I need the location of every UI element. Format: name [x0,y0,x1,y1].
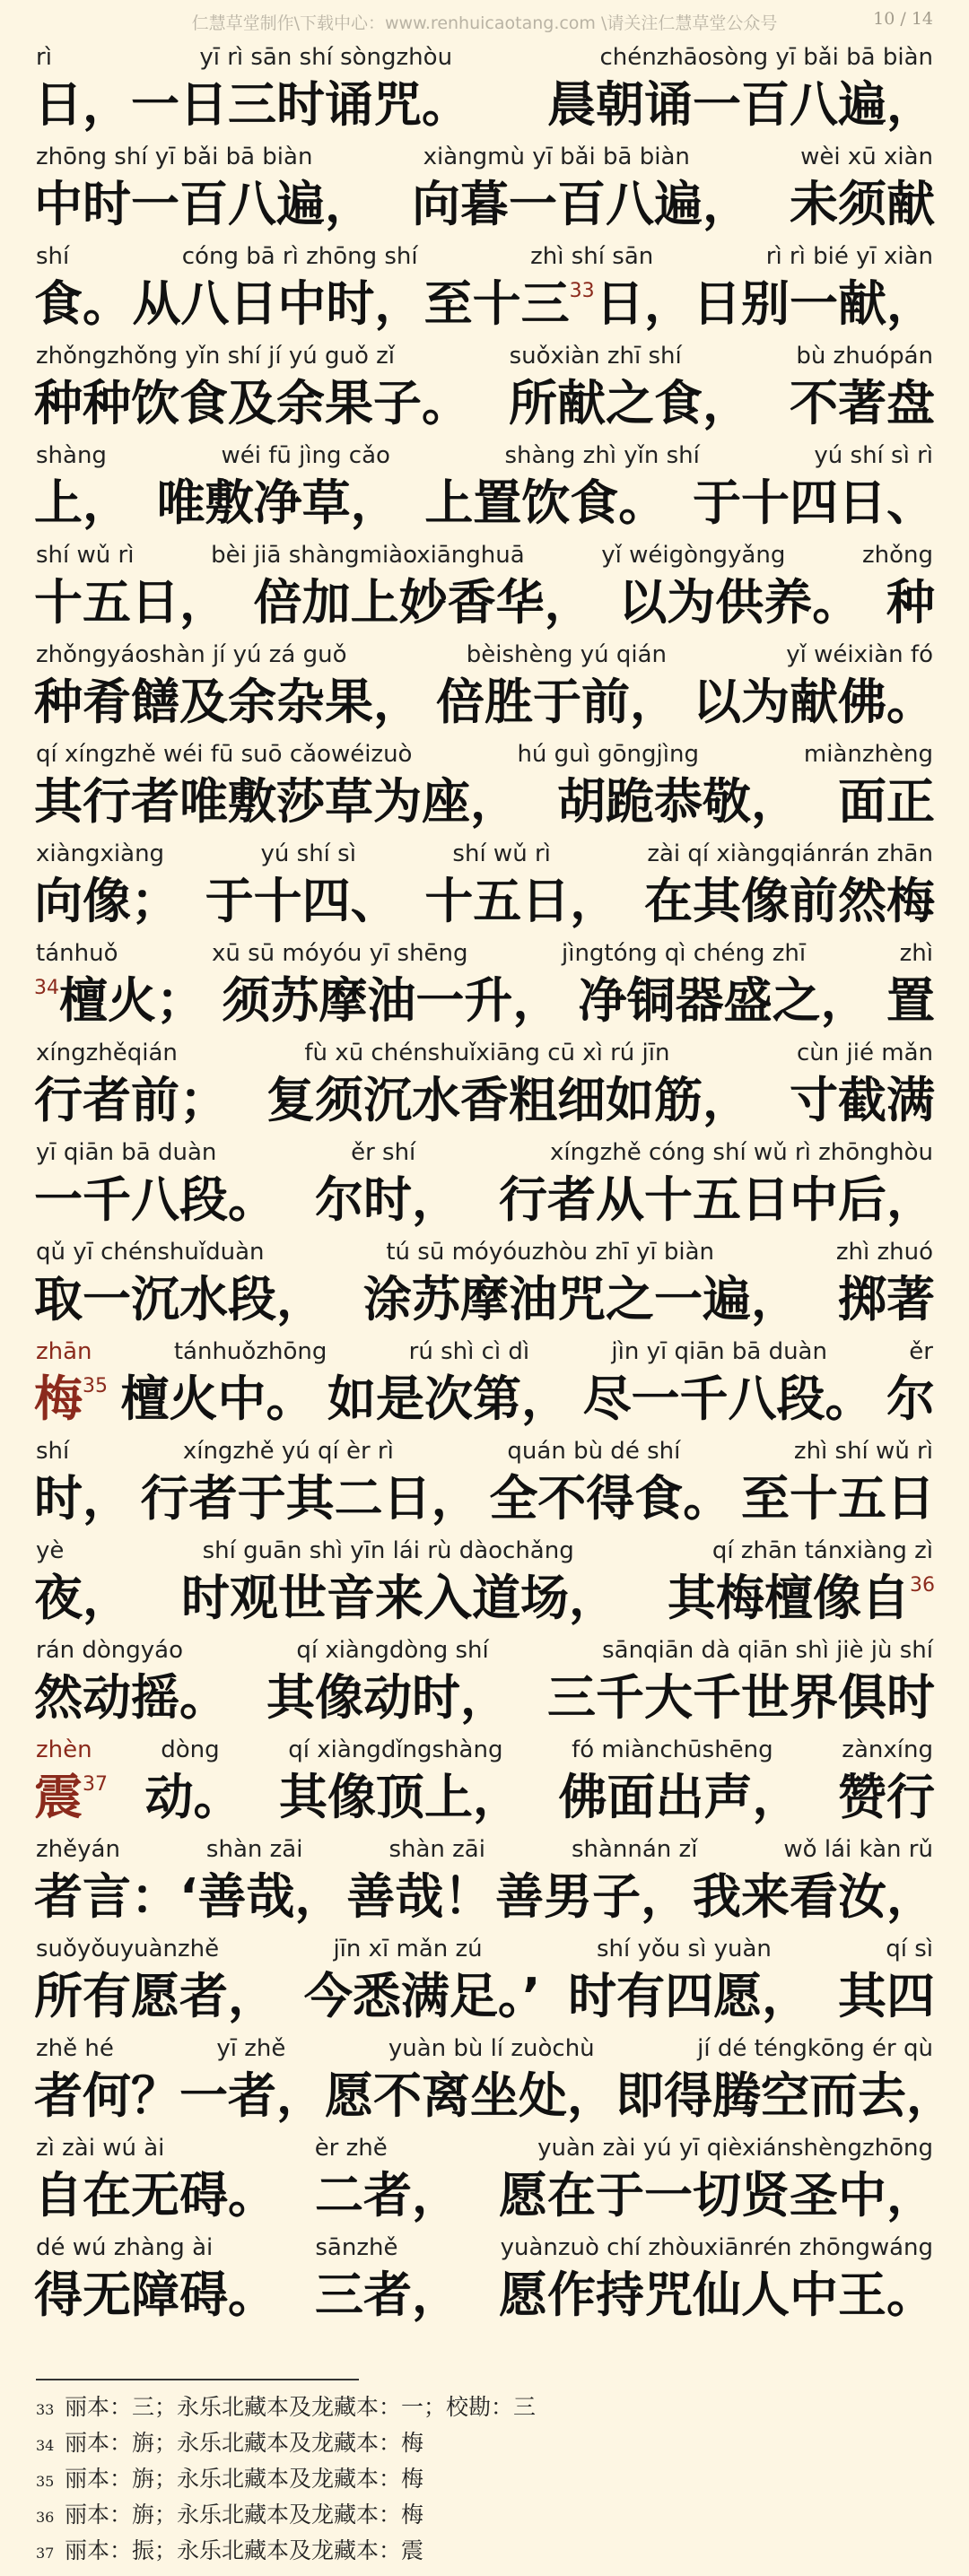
text-line [0,2226,969,2326]
pinyin-segment: qí zhān tánxiàng zì [711,1537,933,1564]
pinyin-segment: xíngzhě cóng shí wǔ rì zhōnghòu [549,1139,933,1166]
hanzi-variant-segment [34,1361,108,1430]
text-line [0,1529,969,1629]
pinyin-segment: bèishèng yú qián [466,641,668,668]
hanzi-segment: 一者， [179,2067,325,2124]
pinyin-segment: zhì zhuó [835,1239,933,1266]
hanzi-segment: 行者前； [34,1071,228,1128]
pinyin-segment: shí [36,243,70,270]
hanzi-row [34,866,935,927]
pinyin-segment: quán bù dé shí [507,1438,681,1465]
hanzi-row [34,369,935,430]
hanzi-variant-segment [668,1560,935,1629]
hanzi-segment: 动。 [144,1768,242,1825]
hanzi-segment: 十五日， [34,573,228,631]
hanzi-segment: 一千八段。 [34,1171,276,1228]
hanzi-row [34,170,935,231]
hanzi-row [34,1265,935,1326]
text-line [0,2127,969,2226]
hanzi-segment: 即得腾空而去， [615,2067,955,2124]
pinyin-segment: jìngtóng qì chéng zhī [562,940,807,967]
footnote-text: 丽本：振；永乐北藏本及龙藏本：震 [65,2537,424,2563]
hanzi-segment: 然动摇。 [34,1668,228,1726]
scripture-text [0,36,969,2326]
hanzi-segment: 以为献佛。 [693,673,935,730]
hanzi-segment: 复须沉水香粗细如筋， [266,1071,751,1128]
pinyin-segment: zhì [899,940,933,967]
hanzi-row [34,1364,935,1425]
pinyin-segment: zhǒng [861,542,933,569]
hanzi-segment: 向暮一百八遍， [412,175,751,232]
pinyin-segment: cùn jié mǎn [797,1040,933,1066]
pinyin-segment: shí wǔ rì [452,840,551,867]
hanzi-segment: 上置饮食。 [424,474,668,531]
pinyin-segment: èr zhě [314,2135,388,2162]
pinyin-segment: zhèn [36,1736,92,1763]
hanzi-text: 震 [34,1768,83,1825]
hanzi-segment: 种 [886,573,935,631]
page-number: 10 / 14 [873,9,933,29]
pinyin-segment: yī zhě [216,2035,286,2062]
pinyin-segment: hú guì gōngjìng [517,741,699,768]
hanzi-segment: 如是次第， [327,1370,570,1427]
pinyin-segment: sānqiān dà qiān shì jiè jù shí [602,1637,933,1664]
hanzi-segment: 不著盘 [790,374,935,431]
footnote [36,2497,933,2533]
pinyin-segment: tánhuǒzhōng [173,1338,327,1365]
pinyin-segment: cóng bā rì zhōng shí [181,243,418,270]
hanzi-row [34,1464,935,1525]
header-site-text: 仁慧草堂制作\下载中心：www.renhuicaotang.com \请关注仁慧草堂公众号 [191,13,778,33]
text-line [0,1430,969,1529]
hanzi-segment: 中时一百八遍， [34,175,373,232]
text-line [0,1828,969,1928]
pinyin-segment: yú shí sì rì [814,442,933,469]
hanzi-segment: 至十五日 [740,1469,935,1527]
pinyin-segment: qí xiàngdòng shí [296,1637,489,1664]
hanzi-segment: 倍胜于前， [436,673,678,730]
footnote [36,2425,933,2461]
hanzi-segment: 三者， [315,2266,460,2323]
pinyin-segment: dé wú zhàng ài [36,2234,214,2261]
footnote-ref[interactable]: 35 [83,1374,108,1397]
hanzi-variant-segment [34,962,205,1031]
hanzi-segment: 二者， [315,2166,460,2224]
hanzi-segment: 愿在于一切贤圣中， [499,2166,935,2224]
pinyin-segment: yè [36,1537,65,1564]
hanzi-segment: 者言：‘善哉， [34,1867,344,1925]
footnote-ref[interactable]: 34 [34,976,59,999]
text-line [0,1629,969,1728]
pinyin-segment: zì zài wú ài [36,2135,165,2162]
hanzi-segment: 其像顶上， [279,1768,521,1825]
hanzi-row [34,2260,935,2321]
hanzi-segment: 晨朝诵一百八遍， [547,75,935,133]
text-line [0,832,969,932]
hanzi-segment: 其像动时， [266,1668,509,1726]
hanzi-segment: 夜， [34,1569,131,1626]
text-line [0,2027,969,2127]
hanzi-segment: 于十四日、 [692,474,935,531]
hanzi-segment: 者何？ [34,2067,179,2124]
hanzi-row [34,1165,935,1226]
pinyin-segment: yī rì sān shí sòngzhòu [199,44,453,71]
pinyin-segment: shàng [36,442,107,469]
hanzi-row [34,568,935,629]
text-line [0,434,969,534]
text-line [0,534,969,633]
footnote-number: 34 [36,2437,55,2454]
hanzi-segment: 食。 [34,274,131,332]
hanzi-segment: 向像； [34,872,179,929]
text-line [0,733,969,832]
pinyin-segment: rì rì bié yī xiàn [765,243,933,270]
hanzi-text: 梅 [34,1370,83,1427]
hanzi-segment: 时， [34,1469,131,1527]
pinyin-segment: zài qí xiàngqiánrán zhān [647,840,933,867]
hanzi-segment: 面正 [838,772,935,830]
hanzi-segment: 其四 [838,1967,935,2024]
hanzi-segment: 置 [886,971,935,1029]
footnote-text: 丽本：旃；永乐北藏本及龙藏本：梅 [65,2430,424,2456]
hanzi-text: 其梅檀像自 [668,1569,910,1626]
pinyin-segment: wéi fū jìng cǎo [221,442,390,469]
footnote-number: 36 [36,2509,55,2526]
hanzi-segment: 所有愿者， [34,1967,276,2024]
hanzi-segment: 行者从十五日中后， [499,1171,935,1228]
hanzi-row [34,468,935,529]
pinyin-segment: tú sū móyóuzhòu zhī yī biàn [386,1239,714,1266]
footnote [36,2389,933,2425]
pinyin-segment: zànxíng [842,1736,933,1763]
pinyin-segment: yǐ wéigòngyǎng [601,542,786,569]
pinyin-segment: xū sū móyóu yī shēng [211,940,468,967]
hanzi-segment: 从八日中时， [132,274,423,332]
text-line [0,135,969,235]
text-line [0,1231,969,1330]
footnote [36,2461,933,2497]
footnote-ref[interactable]: 37 [83,1772,108,1796]
footnote-text: 丽本：旃；永乐北藏本及龙藏本：梅 [65,2466,424,2492]
hanzi-segment: 净铜器盛之， [578,971,869,1029]
hanzi-segment: 其行者唯敷莎草为座， [34,772,519,830]
hanzi-segment: 尔时， [315,1171,460,1228]
pinyin-segment: ěr shí [351,1139,416,1166]
text-line [0,1031,969,1131]
footnote-number: 33 [36,2401,55,2418]
hanzi-segment: 佛面出声， [558,1768,801,1825]
pinyin-segment: qǔ yī chénshuǐduàn [36,1239,265,1266]
pinyin-segment: shàng zhì yǐn shí [504,442,700,469]
hanzi-segment: 行者于其二日， [140,1469,480,1527]
pinyin-segment: rì [36,44,52,71]
footnote-text: 丽本：旃；永乐北藏本及龙藏本：梅 [65,2502,424,2528]
footnote [36,2533,933,2569]
hanzi-segment: 唯敷净草， [156,474,399,531]
pinyin-segment: yǐ wéixiàn fó [786,641,933,668]
pinyin-segment: zhěyán [36,1836,120,1863]
hanzi-segment: 善男子， [495,1867,690,1925]
pinyin-segment: yuàn zài yú yī qièxiánshèngzhōng [537,2135,933,2162]
hanzi-row [34,1762,935,1823]
pinyin-segment: yú shí sì [260,840,356,867]
hanzi-segment: 尔 [886,1370,935,1427]
pinyin-segment: chénzhāosòng yī bǎi bā biàn [599,44,933,71]
hanzi-segment: 檀火中。 [120,1370,315,1427]
hanzi-segment: 取一沉水段， [34,1270,325,1327]
hanzi-row [34,2161,935,2222]
pinyin-segment: fó miànchūshēng [572,1736,773,1763]
pinyin-segment: miànzhèng [803,741,933,768]
footnote-number: 37 [36,2545,55,2562]
hanzi-segment: 涂苏摩油咒之一遍， [363,1270,799,1327]
footnote-number: 35 [36,2473,55,2490]
hanzi-segment: 以为供养。 [618,573,861,631]
text-line [0,235,969,335]
pinyin-segment: rú shì cì dì [408,1338,530,1365]
footnote-divider [36,2379,359,2380]
hanzi-segment: 上， [34,474,131,531]
hanzi-segment: 所献之食， [509,374,751,431]
hanzi-segment: 须苏摩油一升， [222,971,562,1029]
footnotes [36,2389,933,2569]
text-line [0,1928,969,2027]
hanzi-row [34,1862,935,1923]
hanzi-segment: 善哉！ [346,1867,493,1925]
pinyin-segment: shànnán zǐ [571,1836,698,1863]
pinyin-segment: zhōng shí yī bǎi bā biàn [36,144,313,170]
hanzi-row [34,767,935,828]
pinyin-segment: ěr [909,1338,933,1365]
pinyin-segment: xíngzhě yú qí èr rì [182,1438,394,1465]
pinyin-segment: yuàn bù lí zuòchù [388,2035,595,2062]
pinyin-segment: zhě hé [36,2035,114,2062]
hanzi-row [34,966,935,1027]
pinyin-segment: shàn zāi [205,1836,303,1863]
pinyin-segment: sānzhě [315,2234,398,2261]
hanzi-segment: 十五日， [424,872,619,929]
hanzi-segment: 时观世音来入道场， [181,1569,617,1626]
hanzi-segment: 尽一千八段。 [582,1370,874,1427]
hanzi-segment: 愿不离坐处， [325,2067,615,2124]
pinyin-segment: xiàngxiàng [36,840,165,867]
hanzi-row [34,1563,935,1624]
pinyin-segment: dòng [161,1736,220,1763]
pinyin-segment: rán dòngyáo [36,1637,183,1664]
hanzi-segment: 日，日别一献， [595,274,935,332]
pinyin-segment: shàn zāi [388,1836,485,1863]
hanzi-segment: 于十四、 [205,872,399,929]
pinyin-segment: xiàngmù yī bǎi bā biàn [423,144,690,170]
pinyin-segment: zhǒngyáoshàn jí yú zá guǒ [36,641,347,668]
text-line [0,1330,969,1430]
hanzi-segment: 掷著 [838,1270,935,1327]
hanzi-text: 至十三 [423,274,570,332]
hanzi-segment: 胡跪恭敬， [557,772,799,830]
hanzi-row [34,1066,935,1127]
footnote-ref[interactable]: 36 [910,1573,935,1597]
footnote-ref[interactable]: 33 [569,279,595,302]
pinyin-segment: zhān [36,1338,92,1365]
pinyin-segment: shí [36,1438,70,1465]
pinyin-segment: yī qiān bā duàn [36,1139,217,1166]
hanzi-segment: 种种饮食及余果子。 [34,374,470,431]
pinyin-segment: zhǒngzhǒng yǐn shí jí yú guǒ zǐ [36,343,396,370]
pinyin-segment: yuànzuò chí zhòuxiānrén zhōngwáng [500,2234,933,2261]
pinyin-segment: fù xū chénshuǐxiāng cū xì rú jīn [304,1040,670,1066]
pinyin-segment: shí guān shì yīn lái rù dàochǎng [202,1537,574,1564]
hanzi-segment: 全不得食。 [489,1469,732,1527]
pinyin-segment: shí yǒu sì yuàn [597,1936,772,1962]
hanzi-row [34,1962,935,2023]
pinyin-segment: wǒ lái kàn rǔ [783,1836,933,1863]
text-line [0,36,969,135]
footnote-text: 丽本：三；永乐北藏本及龙藏本：一；校勘：三 [65,2394,537,2420]
hanzi-segment: 在其像前然梅 [643,872,935,929]
pinyin-segment: bù zhuópán [796,343,933,370]
pinyin-segment: shí wǔ rì [36,542,135,569]
pinyin-segment: xíngzhěqián [36,1040,178,1066]
pinyin-segment: tánhuǒ [36,940,118,967]
hanzi-segment: 赞行 [838,1768,935,1825]
hanzi-row [34,1663,935,1724]
pinyin-segment: qí xiàngdǐngshàng [288,1736,503,1763]
pinyin-segment: jí dé téngkōng ér qù [697,2035,933,2062]
pinyin-segment: zhì shí sān [530,243,654,270]
text-line [0,932,969,1031]
hanzi-text: 檀火； [59,971,205,1029]
hanzi-row [34,70,935,131]
text-line [0,1131,969,1231]
pinyin-segment: jìn yī qiān bā duàn [611,1338,827,1365]
pinyin-segment: wèi xū xiàn [800,144,933,170]
hanzi-variant-segment [424,265,595,335]
hanzi-row [34,667,935,728]
hanzi-segment: 日，一日三时诵咒。 [34,75,470,133]
hanzi-segment: 今悉满足。’ [303,1967,541,2024]
pinyin-segment: bèi jiā shàngmiàoxiānghuā [211,542,525,569]
hanzi-segment: 时有四愿， [568,1967,811,2024]
pinyin-segment: jīn xī mǎn zú [333,1936,483,1962]
pinyin-segment: qí xíngzhě wéi fū suō cǎowéizuò [36,741,413,768]
hanzi-segment: 倍加上妙香华， [253,573,593,631]
hanzi-row [34,269,935,330]
text-line [0,633,969,733]
hanzi-segment: 自在无碍。 [34,2166,276,2224]
hanzi-segment: 寸截满 [790,1071,935,1128]
text-line [0,1728,969,1828]
hanzi-segment: 我来看汝， [693,1867,935,1925]
hanzi-row [34,2061,955,2124]
hanzi-variant-segment [34,1759,108,1828]
pinyin-segment: zhì shí wǔ rì [793,1438,933,1465]
hanzi-segment: 三千大千世界俱时 [547,1668,935,1726]
text-line [0,335,969,434]
pinyin-segment: suǒxiàn zhī shí [509,343,682,370]
hanzi-segment: 得无障碍。 [34,2266,276,2323]
hanzi-segment: 未须献 [790,175,935,232]
hanzi-segment: 种肴饍及余杂果， [34,673,422,730]
hanzi-segment: 愿作持咒仙人中王。 [499,2266,935,2323]
pinyin-segment: suǒyǒuyuànzhě [36,1936,220,1962]
pinyin-segment: qí sì [886,1936,933,1962]
